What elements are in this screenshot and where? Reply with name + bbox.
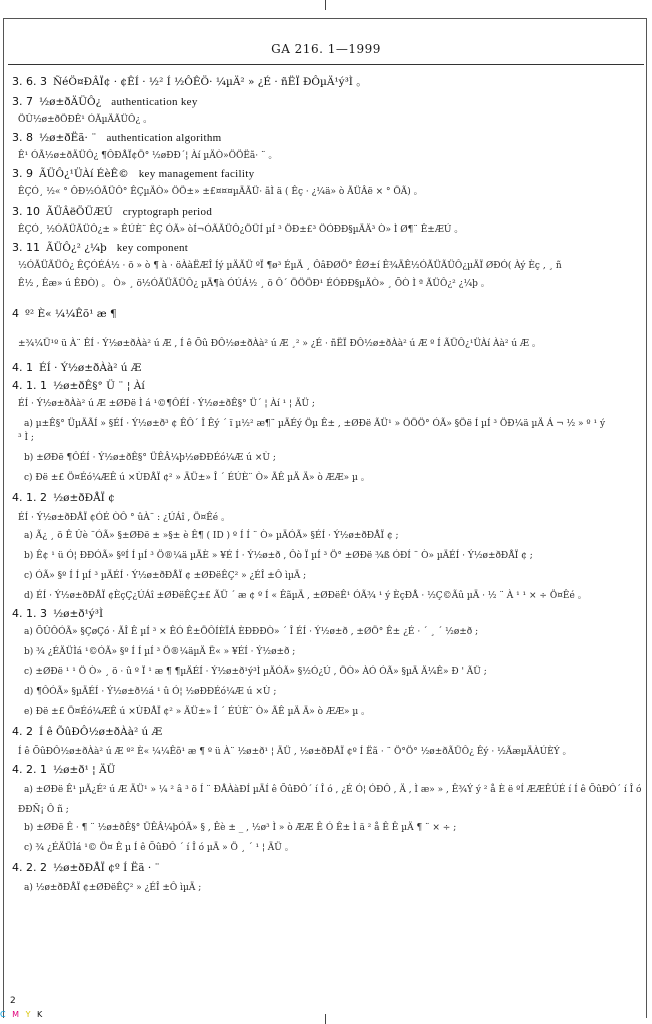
clause-text: [18, 186, 423, 198]
clause-body-text: d) ÉÍ · Ý½ø±ðÐÅÏ ¢ÈçÇ¿ÚÁî ±ØÐëÊÇ±£ ÃÜ ´ æ ¢ º Í « ÊãµÄ , ±ØÐëÊ¹ ÓÃ¾ ¹ ý ÈçÐÅ · ½Ç©Ãû µÄ · ½ ¨ À ¹ ¹ × ÷ Ö¤Êé 。: [24, 591, 587, 601]
clause-heading: [12, 362, 141, 374]
clause-text: [24, 882, 201, 894]
clause-body-text: ½ø±ðÄÜÔ¿: [39, 96, 102, 108]
clause-body-text: a) ÕÛÔÓÃ» §ÇøÇó · ÃÎ Ê µÍ ³ × ÊÓ Ê±ÖÔÍÈÏÁ ÈÐÐÐÒ» ´ Î ÉÍ · Ý½ø±ð , ±ØÖ° Ê± ¿É · ´ ¸ ´ ½ø±ð ;: [24, 627, 479, 637]
clause-text: [18, 398, 315, 410]
clause-body-text: b) ¾ ¿ÉÄÜÌá ¹©ÓÃ» §º Í Í µÍ ³ Ö®¼äµÄ Ë« » ¥ÉÍ · Ý½ø±ð ;: [24, 647, 296, 657]
clause-heading: [12, 242, 188, 254]
clause-body-text: b) ±ØÐë ¶ÔÉÍ · Ý½ø±ðÊ§° ÜÊÂ¼þ½øÐÐÉó¼Æ ú ×Ù ;: [24, 453, 276, 463]
clause-text: [18, 224, 463, 236]
clause-text: [18, 338, 541, 350]
clause-body-text: a) Ã¿ ¸ ö Ê Ûè ¨ÓÃ» §±ØÐë ± »§± è Ê¶ ( ID ) º Í Í ¨ Ò» µÄÓÃ» §ÉÍ · Ý½ø±ðÐÅÏ ¢ ;: [24, 531, 399, 541]
english-term: authentication key: [111, 96, 198, 108]
clause-text: [18, 150, 277, 162]
clause-text: [24, 590, 587, 602]
clause-text: [24, 472, 370, 484]
clause-body-text: ÉÍ · Ý½ø±ðÀà² ú Æ ±ØÐë Ì á ¹©¶ÔÉÍ · Ý½ø±ðÊ§° Ü´ ¦ Àí ¹ ¦ ÄÜ ;: [18, 399, 315, 409]
clause-body-text: º² È« ¼¼Êõ¹ æ ¶: [25, 308, 117, 320]
clause-number: 4. 2. 1: [12, 763, 47, 776]
clause-body-text: ÃÜÂëÖÜÆÚ: [46, 206, 113, 218]
clause-heading: [12, 168, 254, 180]
crop-mark-top: [325, 0, 326, 10]
clause-body-text: b) Ê¢ ¹ ü Ó¦ ÐÐÓÃ» §ºÍ Í µÍ ³ Ö®¼ä µÄÈ » ¥É Í · Ý½ø±ð , Ôò Ï µÍ ³ Ö° ±ØÐë ¾ß ÓÐÍ ¨ Ò» µÄÉÍ · Ý½ø±ðÐÅÏ ¢ ;: [24, 551, 533, 561]
clause-heading: [12, 764, 115, 776]
clause-body-text: a) ½ø±ðÐÅÏ ¢±ØÐëÊÇ² » ¿ÉÎ ±Ô ìµÄ ;: [24, 883, 202, 893]
clause-number: 3. 6. 3: [12, 75, 47, 88]
clause-body-text: ÃÜÔ¿² ¿¼þ: [46, 242, 107, 254]
clause-body-text: ³ Ì ;: [18, 433, 34, 443]
clause-text: [18, 114, 152, 126]
clause-text: [24, 784, 641, 796]
clause-number: 4: [12, 307, 19, 320]
clause-heading: [12, 608, 103, 620]
clause-body-text: c) ±ØÐë ¹ ¹ Ö Ò» ¸ ö · û º Ï ¹ æ ¶ ¶µÄÉÍ · Ý½ø±ð¹ý³Ì µÄÓÃ» §½Ó¿Ú , ÖÒ» ÀÓ ÓÃ» §µÄ Ä¼Ê» Ð ' ÃÜ ;: [24, 667, 487, 677]
clause-heading: [12, 96, 198, 108]
clause-heading: [12, 206, 212, 218]
english-term: key component: [116, 242, 189, 254]
clause-body-text: a) ±ØÐë Ê¹ µÃ¿É² ú Æ ÄÜ¹ » ¼ ² â ³ ö Í ¨ ÐÅÀàÐÍ µÄÍ ê ÕûÐÔ´ í Î ó , ¿É Ó¦ ÓÐÔ , Ä , Ì æ» » , Ê¾Ý ý ² å È ë ºÍ ÆÆÊÚÉ í Í ê ÕûÐÔ´ í Î ó: [24, 785, 642, 795]
english-term: authentication algorithm: [106, 132, 222, 144]
clause-text: [24, 626, 478, 638]
clause-body-text: ½ø±ðËã· ¨: [39, 132, 97, 144]
clause-body-text: d) ¶ÔÓÃ» §µÄÉÍ · Ý½ø±ð½á ¹ û Ó¦ ½øÐÐÉó¼Æ ú ×Ù ;: [24, 687, 277, 697]
clause-number: 4. 1. 2: [12, 491, 47, 504]
clause-body-text: ÊÇÓ¸ ½« ° ÔÐ½ÓÃÜÔ° ÊÇµÄÒ» ÖÖ±» ±£¤¤¤µÄÃÜ· ãÌ ä ( Êç · ¿¼ä» ò ÃÜÂë × ° ÖÃ) 。: [18, 187, 423, 197]
english-term: cryptograph period: [122, 206, 213, 218]
clause-body-text: ÑéÖ¤ÐÂÏ¢ · ¢ÊÍ · ½² Í ½ÔÊÖ· ¼µÄ² » ¿É · ñËÏ ÐÔµÄ¹ý³Ì 。: [52, 76, 367, 88]
clause-number: 3. 7: [12, 95, 33, 108]
clause-text: [18, 512, 230, 524]
clause-body-text: ÉÍ · Ý½ø±ðÀà² ú Æ: [39, 362, 142, 374]
clause-body-text: e) Ðë ±£ Ö¤Éó¼ÆÊ ú ×ÙÐÅÏ ¢² » ÄÜ±» Î ´ ÉÚÈ¨ Ò» ÃÊ µÄ Ä» ò ÆÆ» µ 。: [24, 707, 371, 717]
clause-number: 3. 9: [12, 167, 33, 180]
clause-number: 3. 10: [12, 205, 40, 218]
clause-body-text: ÉÍ · Ý½ø±ðÐÅÏ ¢ÓÉ ÒÔ ° ûÀ¨ : ¿ÚÁî , Ö¤Êé 。: [18, 513, 230, 523]
clause-heading: [12, 726, 162, 738]
cmyk-y: Y: [25, 1010, 33, 1019]
clause-heading: [12, 380, 145, 392]
standard-number: GA 216. 1—1999: [271, 42, 381, 56]
clause-text: [18, 278, 490, 290]
clause-body-text: ÖÛ½ø±ðÖÐÊ¹ ÓÃµÄÃÜÔ¿ 。: [18, 115, 153, 125]
clause-heading: [12, 862, 160, 874]
clause-body-text: ½ÓÃÜÃÜÔ¿ ÊÇÓÉÁ½ · ö » ò ¶ à · öÀàËÆÎ Íý µÄÃÜ ºÏ ¶ø³ ÉµÄ ¸ ÔâÐØÖ° ÊØ±í Ê¾ÄÊ½ÓÃÜÃÜÔ¿µÄÏ ØÐÓ( Àý Èç , ¸ ñ: [18, 261, 562, 271]
clause-body-text: Ê¹ ÓÃ½ø±ðÄÜÔ¿ ¶ÔÐÅÏ¢Ö° ½øÐÐ´¦ Àí µÄÒ»ÖÖËã· ¨ 。: [18, 151, 278, 161]
clause-body-text: c) Ðë ±£ Ö¤Éó¼ÆÊ ú ×ÙÐÅÏ ¢² » ÄÜ±» Î ´ ÉÚÈ¨ Ò» ÃÊ µÄ Ä» ò ÆÆ» µ 。: [24, 473, 370, 483]
clause-body-text: b) ±ØÐë Ê · ¶ ¨ ½ø±ðÊ§° ÜÊÂ¼þÓÃ» § , Êè ± _ , ½ø³ Ì » ò ÆÆ Ê Ó Ê± Ì ä ² å Ê Ê µÄ ¶ ¨ × ÷ ;: [24, 823, 457, 833]
clause-body-text: ÃÜÔ¿¹ÜÀí ÉèÊ©: [39, 168, 129, 180]
clause-body-text: ½ø±ðÐÅÏ ¢º Í Ëã · ¨: [52, 862, 160, 874]
clause-text: [24, 646, 295, 658]
clause-text: [18, 804, 69, 816]
clause-body-text: Í ê ÕûÐÔ½ø±ðÀà² ú Æ º² È« ¼¼Êõ¹ æ ¶ º ü À¨ ½ø±ð¹ ¦ ÄÜ , ½ø±ðÐÅÏ ¢º Í Ëã · ¨ Ö°Ö° ½ø±ðÃÜÔ¿ Êý · ½ÃæµÄÀÚÈÝ 。: [18, 747, 572, 757]
clause-heading: [12, 76, 367, 88]
clause-heading: [12, 492, 115, 504]
cmyk-k: K: [37, 1010, 45, 1019]
clause-number: 4. 1. 1: [12, 379, 47, 392]
clause-text: [24, 822, 456, 834]
clause-heading: [12, 132, 222, 144]
clause-text: [18, 432, 34, 444]
clause-number: 3. 8: [12, 131, 33, 144]
clause-body-text: ½ø±ðÊ§° Ü ¨ ¦ Àí: [52, 380, 145, 392]
crop-mark-bottom: [325, 1014, 326, 1024]
clause-body-text: ±¾¼Ü¹º ü À¨ ÊÍ · Ý½ø±ðÀà² ú Æ , Í ê Õû ÐÔ½ø±ðÀà² ú Æ ¸² » ¿É · ñËÏ ÐÔ½ø±ðÀà² ú Æ º Í ÃÜÔ¿¹ÜÀí Àà² ú Æ 。: [18, 339, 541, 349]
clause-text: [18, 746, 572, 758]
clause-body-text: ½ø±ð¹ý³Ì: [52, 608, 104, 620]
clause-body-text: ½ø±ðÐÅÏ ¢: [52, 492, 115, 504]
clause-body-text: ½ø±ð¹ ¦ ÄÜ: [52, 764, 116, 776]
page-number: 2: [10, 996, 16, 1006]
clause-body-text: c) ÓÃ» §º Í Í µÍ ³ µÄÉÍ · Ý½ø±ðÐÅÏ ¢ ±ØÐëÊÇ² » ¿ÉÎ ±Ô ìµÄ ;: [24, 571, 307, 581]
clause-heading: [12, 308, 117, 320]
clause-body-text: Í ê ÕûÐÔ½ø±ðÀà² ú Æ: [39, 726, 163, 738]
clause-body-text: Ê½ , Êæ» ú ÊÐÒ) 。 Ò» ¸ ö½ÓÃÜÃÜÔ¿ µÄ¶à ÓÚÁ½ ¸ ö Ô´ ÖÖÖÐ¹ ÉÓÐÐ§µÄÒ» ¸ ÕÒ Ì ª ÃÜÔ¿² ¿¼þ 。: [18, 279, 490, 289]
clause-text: [24, 418, 605, 430]
clause-text: [24, 686, 276, 698]
clause-body-text: ÊÇÓ¸ ½ÓÃÜÃÜÔ¿± » ÊÚÈ¨ ÊÇ ÓÃ» òÍ¬ÓÃÃÜÔ¿ÖÜÍ µÍ ³ ÖÐ±£³ ÖÓÐÐ§µÄÄ³ Ò» Ì Ø¶¨ Ê±ÆÚ 。: [18, 225, 464, 235]
english-term: key management facility: [138, 168, 255, 180]
clause-number: 4. 2: [12, 725, 33, 738]
clause-text: [24, 570, 306, 582]
clause-body-text: c) ¾ ¿ÉÄÜÌá ¹© Ö¤ Ê µ Í ê ÕûÐÔ ´ í Î ó µÄ » Ö ¸ ´ ¹ ¦ ÄÜ 。: [24, 843, 294, 853]
clause-text: [24, 842, 294, 854]
clause-number: 4. 1. 3: [12, 607, 47, 620]
clause-text: [24, 666, 487, 678]
clause-text: [24, 452, 276, 464]
cmyk-registration-mark: [0, 1010, 44, 1019]
clause-body-text: ÐÐÑ¡ Ô ñ ;: [18, 805, 69, 815]
clause-number: 4. 2. 2: [12, 861, 47, 874]
clause-text: [24, 530, 399, 542]
header-rule: [8, 64, 644, 65]
cmyk-m: M: [12, 1010, 22, 1019]
clause-text: [18, 260, 562, 272]
clause-number: 4. 1: [12, 361, 33, 374]
page-header: [0, 42, 652, 56]
clause-number: 3. 11: [12, 241, 40, 254]
clause-text: [24, 706, 370, 718]
cmyk-c: C: [0, 1010, 8, 1019]
clause-body-text: a) µ±Ê§° ÜµÄÃÍ » §ÉÍ · Ý½ø±ð³ ¢ ÊÔ´ Î Êý ´ ï µ½² æ¶¨ µÄÉý Öµ Ê± , ±ØÐë ÃÜ¹ » ÖÖÖ° ÓÃ» §Öë Í µÍ ³ ÖÐ¼ä µÄ Á ¬ ½ » º ¹ ý: [24, 419, 606, 429]
clause-text: [24, 550, 533, 562]
